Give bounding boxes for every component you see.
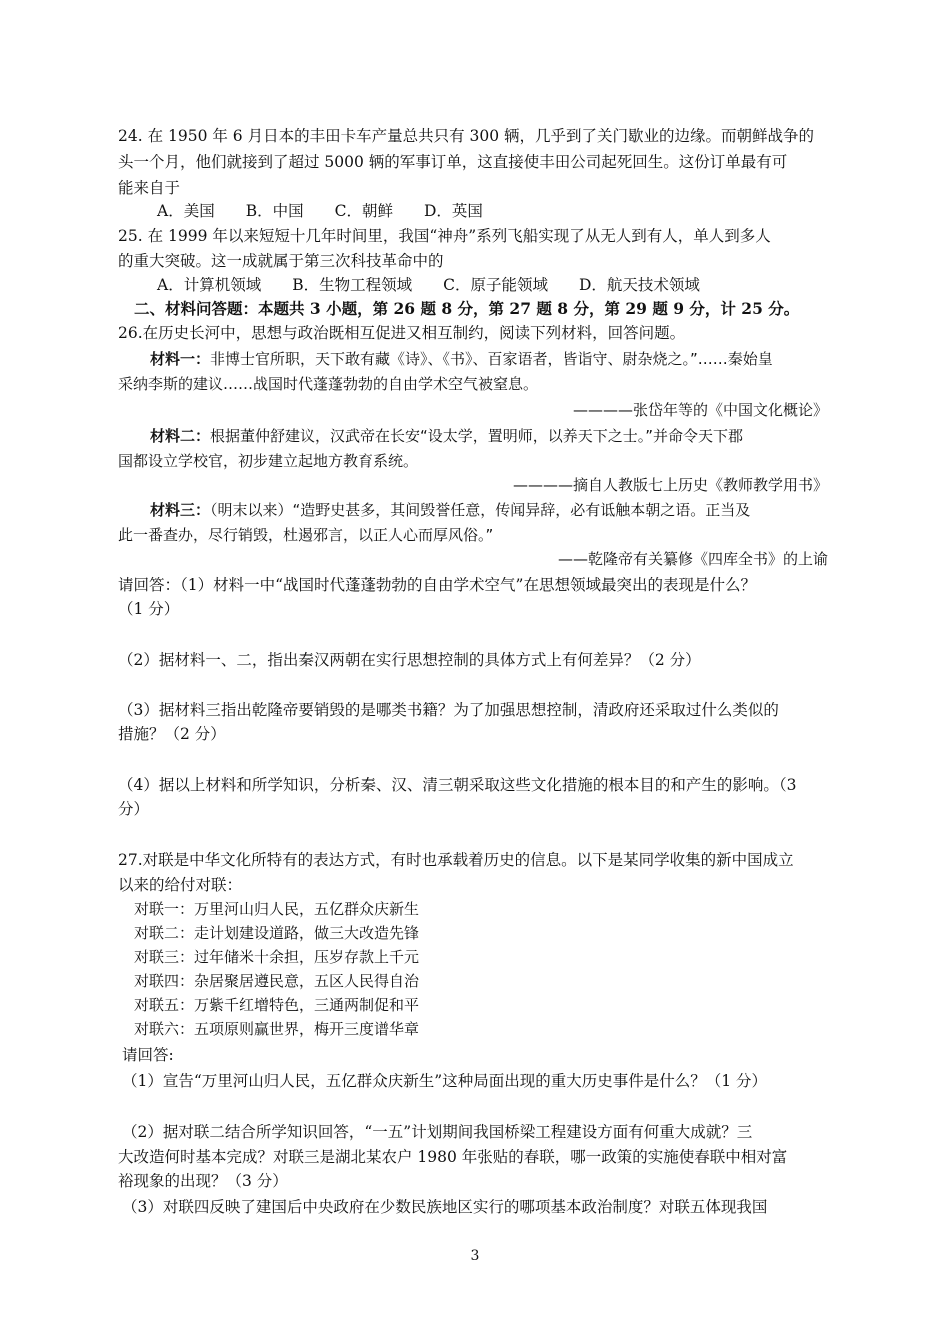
page-number: 3 [470,1248,480,1264]
q26-intro: 26.在历史长河中，思想与政治既相互促进又相互制约，阅读下列材料，回答问题。 [118,324,686,342]
q27-ask-2-line-1: （2）据对联二结合所学知识回答，“一五”计划期间我国桥梁工程建设方面有何重大成就？三 [122,1123,753,1141]
couplet-5: 对联五：万紫千红增特色，三通两制促和平 [134,996,420,1014]
q25-line-2: 的重大突破。这一成就属于第三次科技革命中的 [118,252,444,270]
q24-options: A．美国 B．中国 C．朝鲜 D．英国 [157,202,483,220]
q26-material-3-line-1 [150,499,750,521]
q25-line-1: 25. 在 1999 年以来短短十几年时间里，我国“神舟”系列飞船实现了从无人到有人，单人到多人 [118,227,771,245]
material-2-text: 根据董仲舒建议，汉武帝在长安“设太学，置明师，以养天下之士。”并命令天下郡 [210,427,744,445]
material-1-label: 材料一： [150,350,211,368]
q27-ask-2-line-2: 大改造何时基本完成？对联三是湖北某农户 1980 年张贴的春联，哪一政策的实施使春联中相对富 [118,1148,788,1166]
q26-material-2-line-2: 国都设立学校官，初步建立起地方教育系统。 [118,452,419,470]
q24-line-2: 头一个月，他们就接到了超过 5000 辆的军事订单，这直接使丰田公司起死回生。这份订单最有可 [118,153,788,171]
q26-ask-3-line-2: 措施？（2 分） [118,725,226,743]
couplet-2: 对联二：走计划建设道路，做三大改造先锋 [134,924,420,942]
q27-ask-label: 请回答: [122,1046,174,1064]
q26-material-1-line-2: 采纳李斯的建议……战国时代蓬蓬勃勃的自由学术空气被窒息。 [118,375,539,393]
q24-line-1: 24. 在 1950 年 6 月日本的丰田卡车产量总共只有 300 辆，几乎到了关门歇业的边缘。而朝鲜战争的 [118,127,815,145]
q27-intro-line-1: 27.对联是中华文化所特有的表达方式，有时也承载着历史的信息。以下是某同学收集的新中国成立 [118,851,794,869]
q27-ask-3-line-1: （3）对联四反映了建国后中央政府在少数民族地区实行的哪项基本政治制度？对联五体现我国 [122,1198,768,1216]
material-1-text: 非博士官所职，天下敢有藏《诗》、《书》、百家语者，皆诣守、尉杂烧之。”……秦始皇 [210,350,773,368]
q26-ask-3-line-1: （3）据材料三指出乾隆帝要销毁的是哪类书籍？为了加强思想控制，清政府还采取过什么类似的 [118,701,779,719]
q26-material-2-source: ————摘自人教版七上历史《教师教学用书》 [512,476,828,494]
q24-line-3: 能来自于 [118,179,181,197]
material-3-label: 材料三： [150,501,211,519]
q26-ask-1-line-1: 请回答：（1）材料一中“战国时代蓬蓬勃勃的自由学术空气”在思想领域最突出的表现是什么？ [118,576,756,594]
q26-material-3-line-2: 此一番查办，尽行销毁，杜遏邪言，以正人心而厚风俗。” [118,526,494,544]
q26-material-1-source: ————张岱年等的《中国文化概论》 [572,401,828,419]
q26-material-1-line-1 [150,348,773,370]
couplet-6: 对联六：五项原则赢世界，梅开三度谱华章 [134,1020,420,1038]
q27-ask-1: （1）宣告“万里河山归人民，五亿群众庆新生”这种局面出现的重大历史事件是什么？（1 分） [122,1072,768,1090]
q26-material-3-source: ——乾隆帝有关纂修《四库全书》的上谕 [557,550,828,568]
q26-ask-4-line-1: （4）据以上材料和所学知识，分析秦、汉、清三朝采取这些文化措施的根本目的和产生的影响。（3 [118,776,797,794]
couplet-4: 对联四：杂居聚居遵民意，五区人民得自治 [134,972,420,990]
section-2-heading: 二、材料问答题：本题共 3 小题，第 26 题 8 分，第 27 题 8 分，第 29 题 9 分，计 25 分。 [134,299,800,318]
q27-ask-2-line-3: 裕现象的出现？（3 分） [118,1172,288,1190]
couplet-1: 对联一：万里河山归人民，五亿群众庆新生 [134,900,420,918]
q26-ask-1-line-2: （1 分） [118,600,180,618]
couplet-3: 对联三：过年储米十余担，压岁存款上千元 [134,948,420,966]
material-3-text: （明末以来）“造野史甚多，其间毁誉任意，传闻异辞，必有诋触本朝之语。正当及 [210,501,751,519]
material-2-label: 材料二： [150,427,211,445]
q25-options: A．计算机领域 B．生物工程领域 C．原子能领域 D．航天技术领域 [157,276,700,294]
q27-intro-line-2: 以来的给付对联： [118,876,243,894]
q26-ask-2: （2）据材料一、二，指出秦汉两朝在实行思想控制的具体方式上有何差异？（2 分） [118,651,701,669]
q26-ask-4-line-2: 分） [118,800,150,818]
q26-material-2-line-1 [150,425,743,447]
